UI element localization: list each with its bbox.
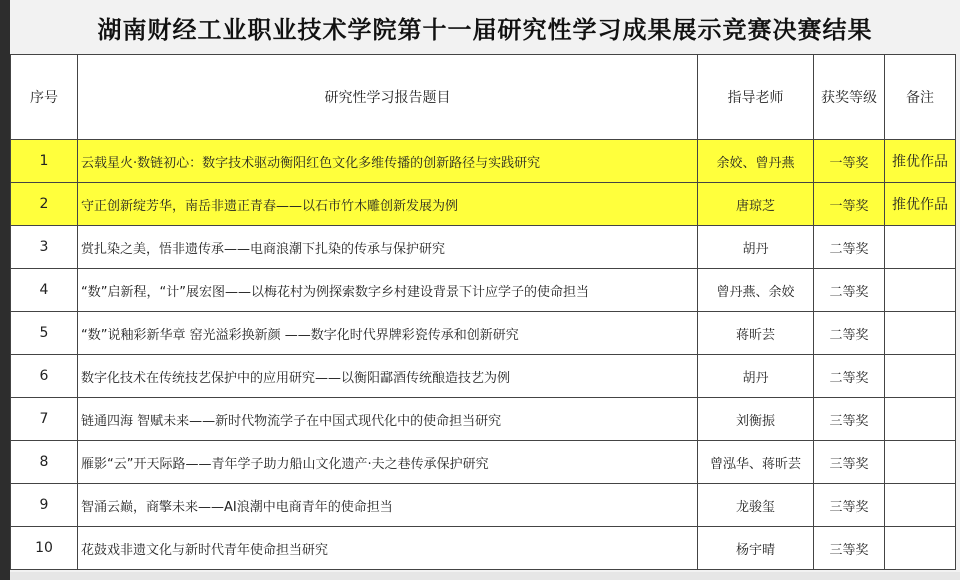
row-remarks — [885, 398, 956, 441]
row-number: 1 — [11, 140, 78, 183]
row-report-title: 雁影“云”开天际路——青年学子助力船山文化遗产·夫之巷传承保护研究 — [78, 441, 698, 484]
row-advisor: 杨宇晴 — [698, 527, 814, 570]
header-award-level: 获奖等级 — [814, 55, 885, 140]
row-remarks — [885, 527, 956, 570]
row-number: 10 — [11, 527, 78, 570]
row-award-level: 二等奖 — [814, 269, 885, 312]
row-award-level: 一等奖 — [814, 140, 885, 183]
row-advisor: 曾泓华、蒋昕芸 — [698, 441, 814, 484]
row-number: 5 — [11, 312, 78, 355]
header-number: 序号 — [11, 55, 78, 140]
page-title: 湖南财经工业职业技术学院第十一届研究性学习成果展示竞赛决赛结果 — [97, 14, 873, 44]
row-advisor: 刘衡振 — [698, 398, 814, 441]
row-number: 9 — [11, 484, 78, 527]
table-row — [11, 140, 956, 183]
row-report-title: 智涌云巅，商擎未来——AI浪潮中电商青年的使命担当 — [78, 484, 698, 527]
row-award-level: 二等奖 — [814, 355, 885, 398]
table-row — [11, 183, 956, 226]
row-advisor: 胡丹 — [698, 226, 814, 269]
row-remarks: 推优作品 — [885, 140, 956, 183]
row-remarks — [885, 355, 956, 398]
row-award-level: 二等奖 — [814, 312, 885, 355]
row-report-title: 花鼓戏非遗文化与新时代青年使命担当研究 — [78, 527, 698, 570]
row-remarks — [885, 441, 956, 484]
header-report-title: 研究性学习报告题目 — [78, 55, 698, 140]
table-row — [11, 269, 956, 312]
row-award-level: 三等奖 — [814, 527, 885, 570]
table-header-row — [11, 55, 956, 140]
row-number: 7 — [11, 398, 78, 441]
row-award-level: 一等奖 — [814, 183, 885, 226]
table-row — [11, 441, 956, 484]
row-advisor: 胡丹 — [698, 355, 814, 398]
header-advisor: 指导老师 — [698, 55, 814, 140]
row-award-level: 三等奖 — [814, 398, 885, 441]
row-award-level: 二等奖 — [814, 226, 885, 269]
left-window-edge — [0, 0, 10, 580]
table-row — [11, 355, 956, 398]
row-remarks: 推优作品 — [885, 183, 956, 226]
table-body — [11, 140, 956, 570]
row-remarks — [885, 226, 956, 269]
table-row — [11, 226, 956, 269]
row-advisor: 唐琼芝 — [698, 183, 814, 226]
header-remarks: 备注 — [885, 55, 956, 140]
row-number: 3 — [11, 226, 78, 269]
row-advisor: 龙骏玺 — [698, 484, 814, 527]
table-row — [11, 398, 956, 441]
row-advisor: 余姣、曾丹燕 — [698, 140, 814, 183]
row-number: 4 — [11, 269, 78, 312]
bottom-edge — [10, 572, 960, 580]
row-report-title: 数字化技术在传统技艺保护中的应用研究——以衡阳酃酒传统酿造技艺为例 — [78, 355, 698, 398]
row-report-title: “数”说釉彩新华章 窑光溢彩换新颜 ——数字化时代界牌彩瓷传承和创新研究 — [78, 312, 698, 355]
table-row — [11, 484, 956, 527]
row-report-title: “数”启新程，“计”展宏图——以梅花村为例探索数字乡村建设背景下计应学子的使命担当 — [78, 269, 698, 312]
row-remarks — [885, 312, 956, 355]
results-table — [10, 54, 956, 570]
row-report-title: 守正创新绽芳华，南岳非遗正青春——以石市竹木雕创新发展为例 — [78, 183, 698, 226]
row-number: 2 — [11, 183, 78, 226]
table-row — [11, 312, 956, 355]
row-report-title: 链通四海 智赋未来——新时代物流学子在中国式现代化中的使命担当研究 — [78, 398, 698, 441]
row-remarks — [885, 484, 956, 527]
row-number: 8 — [11, 441, 78, 484]
row-report-title: 云载星火·数链初心：数字技术驱动衡阳红色文化多维传播的创新路径与实践研究 — [78, 140, 698, 183]
row-award-level: 三等奖 — [814, 441, 885, 484]
row-report-title: 赏扎染之美，悟非遗传承——电商浪潮下扎染的传承与保护研究 — [78, 226, 698, 269]
table-row — [11, 527, 956, 570]
row-award-level: 三等奖 — [814, 484, 885, 527]
row-remarks — [885, 269, 956, 312]
row-number: 6 — [11, 355, 78, 398]
row-advisor: 蒋昕芸 — [698, 312, 814, 355]
row-advisor: 曾丹燕、余姣 — [698, 269, 814, 312]
